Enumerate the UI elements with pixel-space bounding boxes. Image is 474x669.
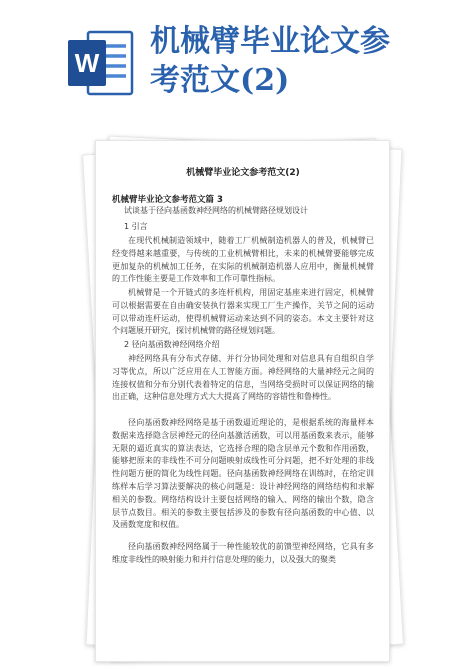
paragraph: 机械臂是一个开链式的多连杆机构，用固定基座来进行固定，机械臂可以根据需要在自由确安装执行器来实现工厂生产操作，关节之间的运动可以带动连杆运动，使得机械臂运动来达到不同的姿态。本文主要针对这个问题展开研究，探讨机械臂的路径规划问题。 bbox=[112, 288, 374, 336]
paper-subtitle: 试谈基于径向基函数神经网络的机械臂路径规划设计 bbox=[124, 206, 308, 215]
paragraph: 径向基函数神经网络是基于函数逼近理论的，是根据系统的海量样本数据来选择隐含层神经元的径向基激活函数，可以用基函数来表示，能够无限的逼近真实的算法表达，它选择合理的隐含层单元个数和作用函数，能够把原来的非线性不可分问题映射成线性可分问题，把不好处理的非线性问题方便的简化为线性问题。径向基函数神经网络在训练时，在给定训练样本后学习算法要解决的核心问题是：设计神经网络的网络结构和求解相关的参数。网络结构设计主要包括网络的输入、网络的输出个数，隐含层节点数目。相关的参数主要包括涉及的参数有径向基函数的中心值、以及函数宽度和权值。 bbox=[112, 418, 374, 530]
svg-text:W: W bbox=[74, 48, 100, 78]
paragraph: 在现代机械制造领域中，随着工厂机械制造机器人的普及，机械臂已经变得越来越重要，与传统的工业机械臂相比，未来的机械臂要能够完成更加复杂的机械加工任务，在实际的机械制造机器人应用中，衡量机械臂的工作性能主要是工作效率和工作可靠性指标。 bbox=[112, 236, 374, 284]
document-page bbox=[95, 140, 390, 662]
banner-title: 机械臂毕业论文参 考范文(2) bbox=[150, 24, 390, 98]
intro-heading: 1 引言 bbox=[124, 222, 148, 231]
paragraph: 径向基函数神经网络属于一种性能较优的前馈型神经网络，它具有多维度非线性的映射能力和并行信息处理的能力，以及强大的聚类 bbox=[112, 542, 374, 564]
section-title: 机械臂毕业论文参考范文篇 3 bbox=[112, 195, 223, 205]
document-title: 机械臂毕业论文参考范文(2) bbox=[186, 168, 300, 178]
section-heading: 2 径向基函数神经网络介绍 bbox=[124, 340, 220, 349]
paragraph: 神经网络具有分布式存储、并行分协同处理和对信息具有自组织自学习等优点，所以广泛应用在人工智能方面。神经网络的大量神经元之间的连接权值和分布分别代表着特定的信息，当网络受损时可以保证网络的输出正确，这种信息处理方式大大提高了网络的容错性和鲁棒性。 bbox=[112, 354, 374, 402]
